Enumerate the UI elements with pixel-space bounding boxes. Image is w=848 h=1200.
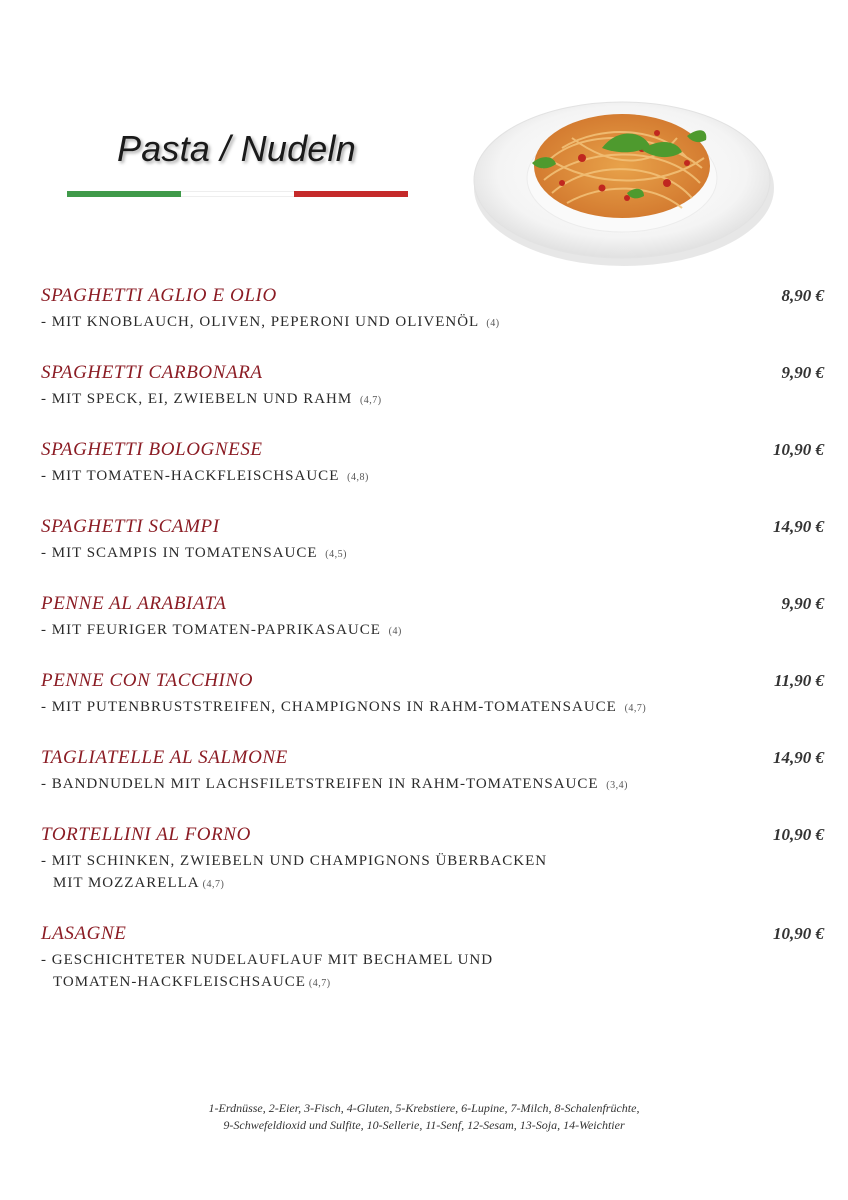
description-text: - MIT FEURIGER TOMATEN-PAPRIKASAUCE [41, 622, 381, 638]
menu-item [41, 670, 824, 720]
dish-description [41, 311, 824, 335]
menu-item [41, 516, 824, 566]
allergen-codes: (4,7) [308, 978, 331, 989]
allergen-codes: (4,7) [202, 879, 225, 890]
description-text: - BANDNUDELN MIT LACHSFILETSTREIFEN IN RAHM-TOMATENSAUCE [41, 776, 599, 792]
allergen-codes: (3,4) [606, 780, 628, 791]
flag-white [181, 191, 295, 197]
dish-description [41, 949, 824, 995]
dish-description [41, 542, 824, 566]
allergen-codes: (4,7) [624, 703, 647, 714]
dish-name: PENNE CON TACCHINO [41, 670, 254, 691]
menu-item [41, 747, 824, 797]
dish-price: 10,90 € [773, 440, 824, 459]
allergen-codes: (4) [388, 626, 402, 637]
allergen-legend-line-2: 9-Schwefeldioxid und Sulfite, 10-Sellerie, 11-Senf, 12-Sesam, 13-Soja, 14-Weichtier [223, 1118, 625, 1132]
allergen-codes: (4,7) [359, 395, 382, 406]
dish-price: 9,90 € [781, 594, 824, 613]
menu-item [41, 593, 824, 643]
dish-price: 14,90 € [773, 748, 824, 767]
description-continuation [41, 971, 824, 995]
dish-name: LASAGNE [41, 923, 127, 944]
description-text: - MIT PUTENBRUSTSTREIFEN, CHAMPIGNONS IN RAHM-TOMATENSAUCE [41, 699, 617, 715]
menu-item [41, 923, 824, 995]
dish-description [41, 773, 824, 797]
flag-green [67, 191, 181, 197]
italian-flag-stripe [67, 191, 408, 197]
flag-red [294, 191, 408, 197]
dish-name: TORTELLINI AL FORNO [41, 824, 251, 845]
page-title: Pasta / Nudeln [117, 128, 356, 169]
dish-price: 10,90 € [773, 825, 824, 844]
pasta-dish-image [472, 88, 776, 272]
description-text: - MIT SCHINKEN, ZWIEBELN UND CHAMPIGNONS ÜBERBACKEN [41, 853, 548, 869]
menu-item [41, 439, 824, 489]
description-text: - MIT TOMATEN-HACKFLEISCHSAUCE [41, 468, 340, 484]
allergen-codes: (4,8) [347, 472, 369, 483]
dish-name: SPAGHETTI BOLOGNESE [41, 439, 263, 460]
dish-price: 14,90 € [773, 517, 824, 536]
description-text: - MIT KNOBLAUCH, OLIVEN, PEPERONI UND OLIVENÖL [41, 314, 479, 330]
dish-price: 11,90 € [773, 671, 824, 690]
dish-description [41, 465, 824, 489]
description-text-2: MIT MOZZARELLA [53, 875, 200, 891]
dish-price: 10,90 € [773, 924, 824, 943]
dish-name: TAGLIATELLE AL SALMONE [41, 747, 288, 768]
menu-item [41, 824, 824, 896]
menu-item [41, 285, 824, 335]
dish-price: 9,90 € [781, 363, 824, 382]
dish-name: SPAGHETTI SCAMPI [41, 516, 220, 537]
allergen-codes: (4) [486, 318, 500, 329]
allergen-legend [0, 1100, 848, 1134]
allergen-legend-line-1: 1-Erdnüsse, 2-Eier, 3-Fisch, 4-Gluten, 5-Krebstiere, 6-Lupine, 7-Milch, 8-Schalenfrüchte, [208, 1101, 640, 1115]
description-continuation [41, 872, 824, 896]
description-text: - MIT SPECK, EI, ZWIEBELN UND RAHM [41, 391, 353, 407]
dish-description [41, 850, 824, 896]
menu-item [41, 362, 824, 412]
dish-name: SPAGHETTI AGLIO E OLIO [41, 285, 277, 306]
description-text: - GESCHICHTETER NUDELAUFLAUF MIT BECHAMEL UND [41, 952, 494, 968]
dish-name: PENNE AL ARABIATA [41, 593, 227, 614]
allergen-codes: (4,5) [325, 549, 347, 560]
dish-price: 8,90 € [781, 286, 824, 305]
dish-name: SPAGHETTI CARBONARA [41, 362, 263, 383]
description-text-2: TOMATEN-HACKFLEISCHSAUCE [53, 974, 306, 990]
dish-description [41, 388, 824, 412]
dish-description [41, 696, 824, 720]
dish-description [41, 619, 824, 643]
description-text: - MIT SCAMPIS IN TOMATENSAUCE [41, 545, 318, 561]
